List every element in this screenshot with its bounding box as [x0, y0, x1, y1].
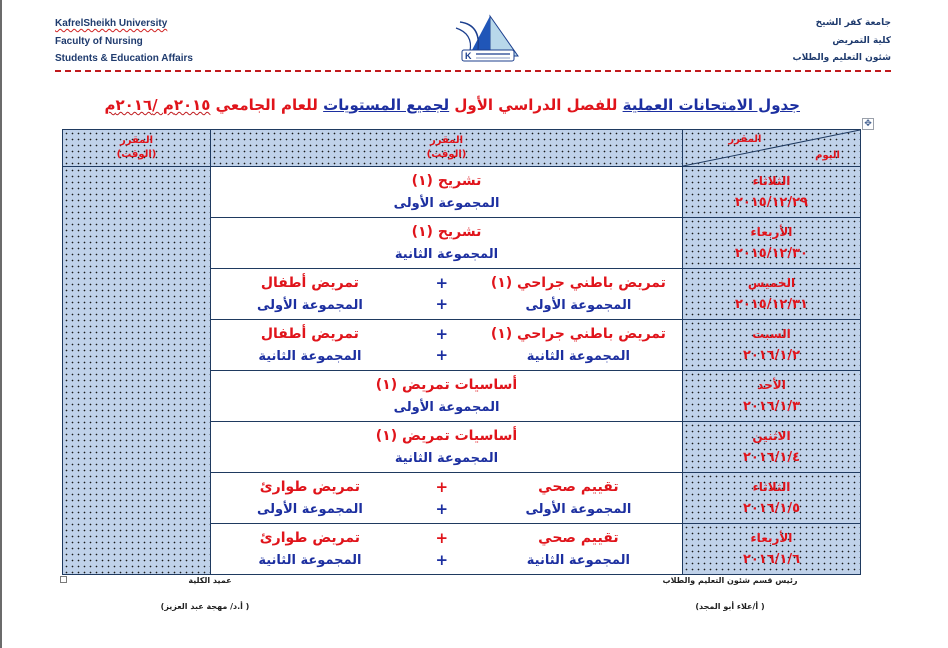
header-faculty-ar: كلية التمريض	[832, 35, 891, 46]
course-cell: تشريح (١) المجموعة الأولى	[211, 167, 683, 218]
plus-sign: +	[435, 478, 449, 496]
header-corner-cell	[683, 130, 861, 167]
table-header-row	[63, 130, 861, 167]
move-arrows-icon[interactable]: ✥	[862, 118, 874, 130]
dean-name: ( أ.د/ مهجة عبد العزيز)	[160, 602, 250, 611]
header-university-ar: جامعة كفر الشيخ	[815, 18, 891, 28]
day-cell: الثلاثاء ٢٠١٦/١/٥	[683, 473, 861, 524]
course-cell: أساسيات تمريض (١) المجموعة الثانية	[211, 422, 683, 473]
header-faculty: Faculty of Nursing	[55, 35, 143, 47]
day-cell: الثلاثاء ٢٠١٥/١٢/٢٩	[683, 167, 861, 218]
day-cell: الاثنين ٢٠١٦/١/٤	[683, 422, 861, 473]
title-academic-year: ٢٠١٥م /٢٠١٦م	[104, 96, 211, 114]
university-logo	[450, 14, 520, 64]
course-cell: تمريض باطني جراحي (١) المجموعة الثانية + + تمريض أطفال المجموعة الثانية	[211, 320, 683, 371]
page-title	[104, 94, 800, 116]
plus-sign: +	[435, 274, 449, 292]
day-cell: الخميس ٢٠١٥/١٢/٣١	[683, 269, 861, 320]
title-all-levels: لجميع المستويات	[323, 96, 450, 114]
corner-day-label: اليوم	[815, 150, 840, 161]
table-row	[63, 167, 861, 218]
corner-course-label: المقرر	[728, 134, 762, 145]
plus-sign: +	[435, 500, 449, 518]
header-affairs-ar: شئون التعليم والطلاب	[792, 53, 891, 63]
resize-square-icon[interactable]	[60, 576, 67, 583]
empty-merged-column	[63, 167, 211, 575]
course-cell: تقييم صحي المجموعة الثانية + + تمريض طوارئ المجموعة الثانية	[211, 524, 683, 575]
header-university: KafrelSheikh University	[55, 18, 168, 29]
day-cell: الأحد ٢٠١٦/١/٣	[683, 371, 861, 422]
header-arabic	[793, 15, 891, 68]
dean-title: عميد الكلية	[188, 576, 232, 585]
course-cell: تمريض باطني جراحي (١) المجموعة الأولى + + تمريض أطفال المجموعة الأولى	[211, 269, 683, 320]
plus-sign: +	[435, 529, 449, 547]
plus-sign: +	[435, 346, 449, 364]
affairs-head-title: رئيس قسم شئون التعليم والطلاب	[662, 576, 798, 585]
title-semester: للفصل الدراسي الأول	[449, 96, 623, 114]
header-affairs: Students & Education Affairs	[55, 53, 193, 64]
header-english	[55, 15, 193, 68]
exam-schedule-table	[62, 129, 861, 575]
course-cell: أساسيات تمريض (١) المجموعة الأولى	[211, 371, 683, 422]
affairs-head-name: ( أ/علاء أبو المجد)	[695, 602, 765, 611]
page-left-edge	[0, 0, 2, 648]
header-divider	[55, 70, 891, 72]
plus-sign: +	[435, 551, 449, 569]
header-course-time-main: المقرر (الوقت)	[211, 130, 683, 167]
day-cell: الأربعاء ٢٠١٦/١/٦	[683, 524, 861, 575]
title-practical-exams: جدول الامتحانات العملية	[622, 96, 800, 114]
day-cell: السبت ٢٠١٦/١/٢	[683, 320, 861, 371]
course-cell: تقييم صحي المجموعة الأولى + + تمريض طوارئ المجموعة الأولى	[211, 473, 683, 524]
plus-sign: +	[435, 295, 449, 313]
course-cell: تشريح (١) المجموعة الثانية	[211, 218, 683, 269]
plus-sign: +	[435, 325, 449, 343]
day-cell: الأربعاء ٢٠١٥/١٢/٣٠	[683, 218, 861, 269]
header-course-time-extra: المقرر (الوقت)	[63, 130, 211, 167]
svg-text:K: K	[465, 51, 472, 61]
title-academic-year-label: للعام الجامعي	[210, 96, 324, 114]
